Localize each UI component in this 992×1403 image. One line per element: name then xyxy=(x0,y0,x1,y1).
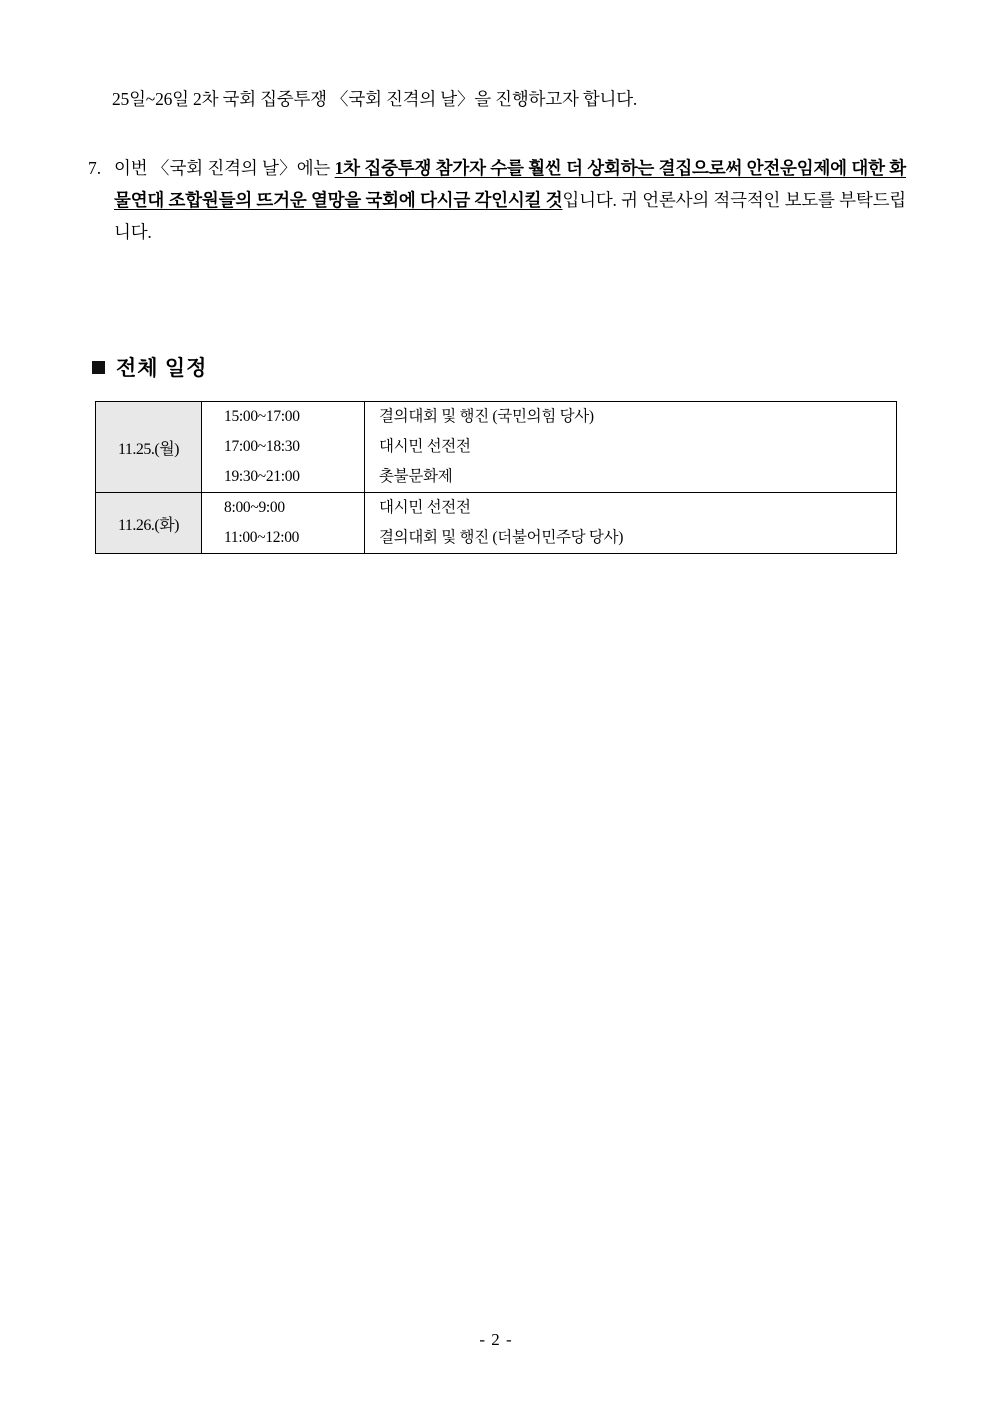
section-heading xyxy=(92,352,207,382)
activity-cell: 결의대회 및 행진 (국민의힘 당사) xyxy=(379,408,594,425)
item-body xyxy=(114,152,906,248)
item-number: 7. xyxy=(88,158,102,178)
numbered-item-7 xyxy=(88,152,906,248)
table-row xyxy=(96,402,897,493)
item-text-emphasis: 1차 집중투쟁 참가자 수를 훨씬 더 상회하는 결집으로써 안전운임제에 대한 화물연대 조합원들의 뜨거운 열망을 국회에 다시금 각인시킬 것 xyxy=(114,158,906,210)
inner-table-1 xyxy=(202,402,896,492)
day-cell-1: 11.25.(월) xyxy=(96,402,202,493)
activity-cell: 촛불문화제 xyxy=(379,468,453,485)
section-heading-label: 전체 일정 xyxy=(116,356,208,380)
square-bullet-icon xyxy=(92,361,105,374)
page-number: - 2 - xyxy=(479,1330,513,1349)
day-cell-2: 11.26.(화) xyxy=(96,493,202,554)
time-cell: 11:00~12:00 xyxy=(202,523,365,553)
item-text-part1: 이번 〈국회 진격의 날〉에는 xyxy=(114,158,335,178)
activity-cell: 대시민 선전전 xyxy=(379,438,471,455)
time-cell: 8:00~9:00 xyxy=(202,493,365,523)
lead-paragraph: 25일~26일 2차 국회 집중투쟁 〈국회 진격의 날〉을 진행하고자 합니다. xyxy=(112,89,638,109)
time-cell: 15:00~17:00 xyxy=(202,402,365,432)
inner-table-2 xyxy=(202,493,896,553)
activity-cell: 결의대회 및 행진 (더불어민주당 당사) xyxy=(379,529,624,546)
time-cell: 17:00~18:30 xyxy=(202,432,365,462)
list-item xyxy=(202,462,896,492)
list-item xyxy=(202,402,896,432)
table-row xyxy=(96,493,897,554)
schedule-group-1 xyxy=(202,402,897,493)
item-text-part2: 입니다. 귀 언론사의 적극적인 보도를 부탁드립니다. xyxy=(114,190,906,242)
schedule-group-2 xyxy=(202,493,897,554)
schedule-table xyxy=(95,401,897,554)
list-item xyxy=(202,493,896,523)
list-item xyxy=(202,523,896,553)
activity-cell: 대시민 선전전 xyxy=(379,499,471,516)
time-cell: 19:30~21:00 xyxy=(202,462,365,492)
list-item xyxy=(202,432,896,462)
